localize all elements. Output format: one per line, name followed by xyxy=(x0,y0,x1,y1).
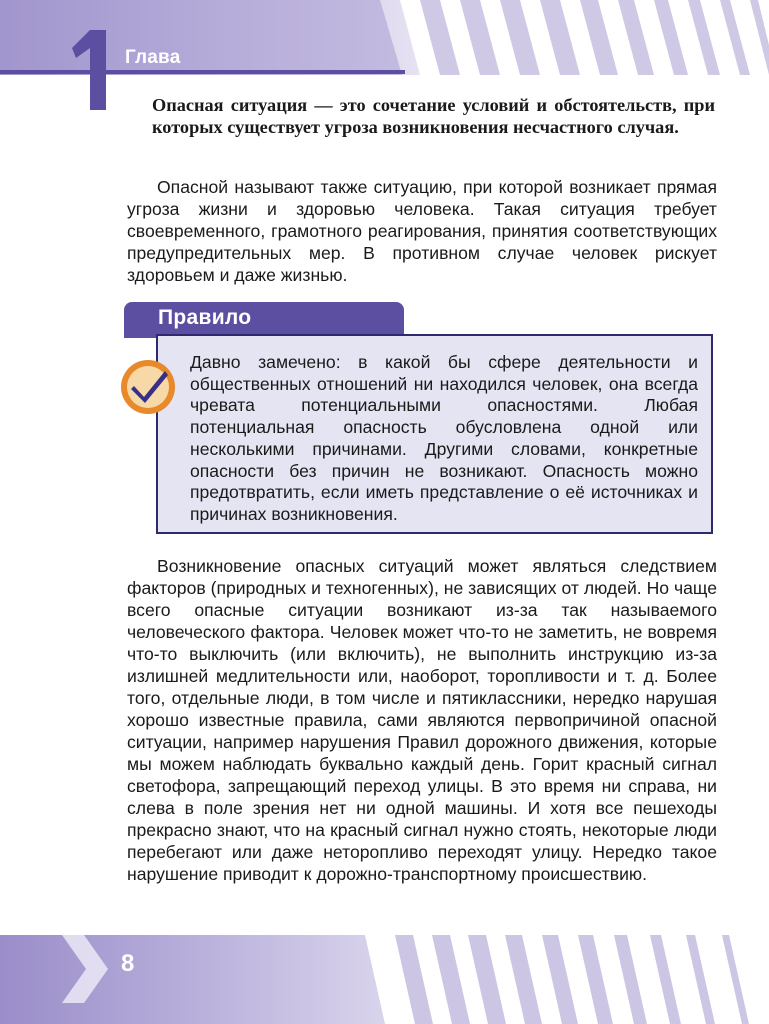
header-band xyxy=(0,0,769,75)
paragraph-2: Возникновение опасных ситуаций может являться следствием факторов (природных и техногенных), не зависящих от людей. Но чаще всего опасные ситуации возникают из-за так называемого человеческого фактора. Человек может что-то не заметить, не вовремя что-то выключить (или включить), не выполнить инструкцию из-за излишней медлительности или, наоборот, торопливости и т. д. Более того, отдельные люди, в том числе и пятиклассники, нередко нарушая хорошо известные правила, сами являются первопричиной опасной ситуации, например нарушения Правил дорожного движения, которые мы можем наблюдать буквально каждый день. Горит красный сигнал светофора, запрещающий переход улицы. В это время ни справа, ни слева в поле зрения нет ни одной машины. И хотя все пешеходы прекрасно знают, что на красный сигнал нужно стоять, некоторые люди перебегают или даже неторопливо переходят улицу. Нередко такое нарушение приводит к дорожно-транспортному происшествию. xyxy=(127,556,717,884)
chapter-label: Глава xyxy=(125,47,181,68)
definition-text: Опасная ситуация — это сочетание условий и обстоятельств, при которых существует угроза возникновения несчастного случая. xyxy=(152,95,715,137)
rule-text: Давно замечено: в какой бы сфере деятельности и общественных отношений ни находился человек, она всегда чревата потенциальными опасностями. Любая потенциальная опасность обусловлена одной или несколькими причинами. Другими словами, конкретные опасности без причин не возникают. Опасность можно предотвратить, если иметь представление о её источниках и причинах возникновения. xyxy=(190,352,698,524)
footer-stripes xyxy=(0,935,769,1024)
rule-title: Правило xyxy=(158,306,252,329)
page-number: 8 xyxy=(121,950,135,977)
paragraph-1: Опасной называют также ситуацию, при которой возникает прямая угроза жизни и здоровью человека. Такая ситуация требует своевременного, грамотного реагирования, принятия соответствующих предупредительных мер. В противном случае человек рискует здоровьем и даже жизнью. xyxy=(127,177,717,285)
header-stripes xyxy=(0,0,769,75)
chapter-number-glyph xyxy=(62,30,112,110)
footer-band xyxy=(0,935,769,1024)
checkmark-icon xyxy=(119,358,177,416)
